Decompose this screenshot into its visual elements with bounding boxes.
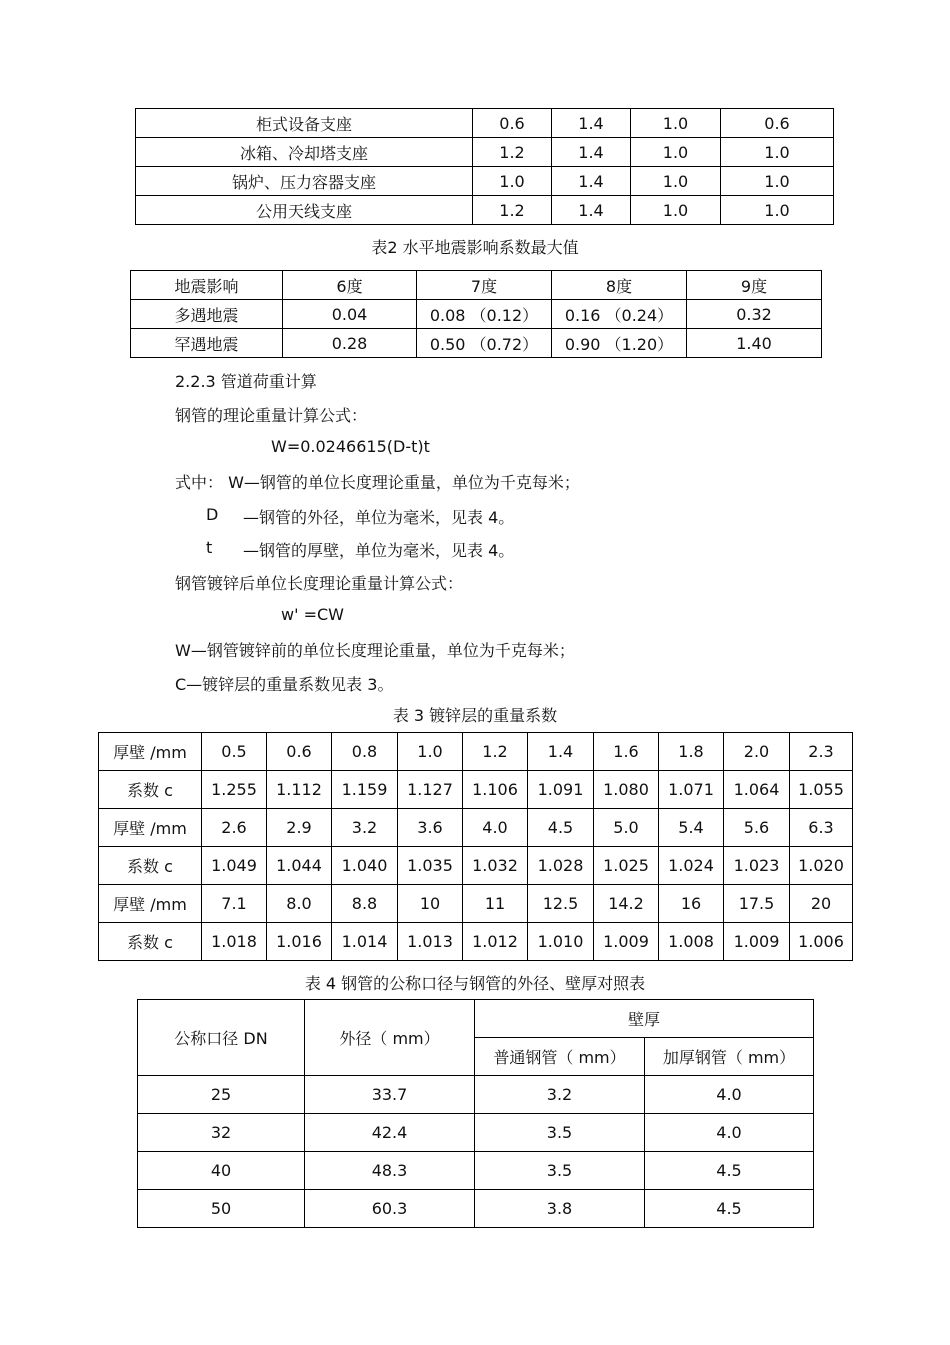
table-cell: 0.8 [332, 733, 398, 771]
table-cell: 10 [398, 885, 463, 923]
table-cell: 1.40 [687, 329, 822, 358]
table-cell: 3.2 [475, 1076, 645, 1114]
table-cell: 2.9 [267, 809, 332, 847]
table-cell: 11 [463, 885, 528, 923]
header-wall: 壁厚 [475, 1000, 814, 1038]
table-cell: 32 [138, 1114, 305, 1152]
table-row [99, 733, 853, 771]
table-cell: 20 [790, 885, 853, 923]
table-cell: 3.8 [475, 1190, 645, 1228]
table-cell: 1.009 [724, 923, 790, 961]
table-row [131, 329, 822, 358]
table-header-cell: 地震影响 [131, 271, 283, 300]
table-cell: 锅炉、压力容器支座 [136, 167, 473, 196]
table-cell: 1.127 [398, 771, 463, 809]
table-cell: 1.091 [528, 771, 594, 809]
table-cell: 50 [138, 1190, 305, 1228]
table-cell: 0.32 [687, 300, 822, 329]
table-row [136, 167, 834, 196]
header-dn: 公称口径 DN [138, 1000, 305, 1076]
table-cell: 4.5 [528, 809, 594, 847]
table-cell: 冰箱、冷却塔支座 [136, 138, 473, 167]
table-row [138, 1190, 814, 1228]
table-header-cell: 6度 [283, 271, 417, 300]
table-cell: 4.0 [463, 809, 528, 847]
row-label-cell: 系数 c [99, 847, 202, 885]
table-cell: 14.2 [594, 885, 659, 923]
table-cell: 1.009 [594, 923, 659, 961]
body-text: C—镀锌层的重量系数见表 3。 [175, 675, 394, 694]
table-cell: 2.6 [202, 809, 267, 847]
table-header-cell: 8度 [552, 271, 687, 300]
formula: w' =CW [281, 605, 344, 624]
symbol-label: D [206, 505, 219, 524]
table-cell: 0.5 [202, 733, 267, 771]
table-cell: 1.6 [594, 733, 659, 771]
table-row [99, 809, 853, 847]
body-text: 钢管镀锌后单位长度理论重量计算公式： [175, 574, 464, 593]
row-label-cell: 厚壁 /mm [99, 885, 202, 923]
table-cell: 1.0 [631, 138, 721, 167]
table-cell: 1.112 [267, 771, 332, 809]
table4-caption: 表 4 钢管的公称口径与钢管的外径、壁厚对照表 [304, 974, 646, 993]
table-cell: 4.0 [645, 1114, 814, 1152]
table-cell: 0.6 [721, 109, 834, 138]
table-cell: 1.055 [790, 771, 853, 809]
table-cell: 8.0 [267, 885, 332, 923]
table-row [136, 109, 834, 138]
seismic-table [130, 270, 822, 358]
table-row [99, 847, 853, 885]
header-normal-pipe: 普通钢管（ mm） [475, 1038, 645, 1076]
row-label-cell: 厚壁 /mm [99, 809, 202, 847]
table-header-cell: 7度 [417, 271, 552, 300]
table-cell: 1.008 [659, 923, 724, 961]
table-cell: 40 [138, 1152, 305, 1190]
body-text: W—钢管镀锌前的单位长度理论重量，单位为千克每米； [175, 641, 575, 660]
table-cell: 1.2 [473, 138, 552, 167]
table-cell: 1.2 [463, 733, 528, 771]
table-cell: 1.255 [202, 771, 267, 809]
table-cell: 0.6 [267, 733, 332, 771]
table-cell: 42.4 [305, 1114, 475, 1152]
table-header-row [131, 271, 822, 300]
table-cell: 1.028 [528, 847, 594, 885]
table-cell: 1.024 [659, 847, 724, 885]
table-cell: 1.013 [398, 923, 463, 961]
table-cell: 1.014 [332, 923, 398, 961]
table-body [99, 733, 853, 961]
table-cell: 罕遇地震 [131, 329, 283, 358]
table-cell: 1.106 [463, 771, 528, 809]
table-cell: 1.035 [398, 847, 463, 885]
table-row [136, 196, 834, 225]
table-cell: 16 [659, 885, 724, 923]
table-cell: 1.4 [552, 167, 631, 196]
table-row [138, 1152, 814, 1190]
table-cell: 1.023 [724, 847, 790, 885]
table-cell: 1.049 [202, 847, 267, 885]
table-cell: 2.0 [724, 733, 790, 771]
table-cell: 1.4 [552, 138, 631, 167]
table-cell: 33.7 [305, 1076, 475, 1114]
table-cell: 1.018 [202, 923, 267, 961]
table-row [131, 300, 822, 329]
table-cell: 1.044 [267, 847, 332, 885]
table-cell: 4.0 [645, 1076, 814, 1114]
table-row [136, 138, 834, 167]
table-cell: 1.010 [528, 923, 594, 961]
table-cell: 1.2 [473, 196, 552, 225]
table-cell: 17.5 [724, 885, 790, 923]
zinc-coefficient-table [98, 732, 853, 961]
table-cell: 1.071 [659, 771, 724, 809]
table-cell: 多遇地震 [131, 300, 283, 329]
table-cell: 5.4 [659, 809, 724, 847]
table-cell: 1.0 [721, 138, 834, 167]
table-cell: 60.3 [305, 1190, 475, 1228]
body-text: 钢管的理论重量计算公式： [175, 406, 368, 425]
row-label-cell: 系数 c [99, 771, 202, 809]
table-cell: 8.8 [332, 885, 398, 923]
table-cell: 1.080 [594, 771, 659, 809]
table-cell: 1.4 [528, 733, 594, 771]
table-cell: 2.3 [790, 733, 853, 771]
table-cell: 1.020 [790, 847, 853, 885]
table-cell: 4.5 [645, 1190, 814, 1228]
table-header-row [138, 1000, 814, 1038]
pipe-dimension-table [137, 999, 814, 1228]
table-cell: 1.0 [721, 196, 834, 225]
table-cell: 1.006 [790, 923, 853, 961]
support-table [135, 108, 834, 225]
table-cell: 1.0 [631, 196, 721, 225]
table-cell: 0.04 [283, 300, 417, 329]
table-row [138, 1114, 814, 1152]
table-cell: 7.1 [202, 885, 267, 923]
table-cell: 柜式设备支座 [136, 109, 473, 138]
table-cell: 3.5 [475, 1152, 645, 1190]
table-cell: 公用天线支座 [136, 196, 473, 225]
symbol-label: t [206, 538, 213, 557]
table-cell: 5.6 [724, 809, 790, 847]
row-label-cell: 系数 c [99, 923, 202, 961]
table-cell: 3.6 [398, 809, 463, 847]
table-cell: 4.5 [645, 1152, 814, 1190]
table-cell: 1.032 [463, 847, 528, 885]
table-cell: 48.3 [305, 1152, 475, 1190]
body-text: —钢管的外径，单位为毫米，见表 4。 [243, 508, 515, 527]
table-row [99, 771, 853, 809]
table-cell: 12.5 [528, 885, 594, 923]
table-cell: 0.08 （0.12） [417, 300, 552, 329]
table-cell: 1.0 [631, 109, 721, 138]
table-cell: 0.50 （0.72） [417, 329, 552, 358]
table-cell: 1.025 [594, 847, 659, 885]
table-cell: 1.0 [473, 167, 552, 196]
table-cell: 1.012 [463, 923, 528, 961]
table-cell: 25 [138, 1076, 305, 1114]
table-cell: 1.016 [267, 923, 332, 961]
table-cell: 3.2 [332, 809, 398, 847]
table-cell: 1.159 [332, 771, 398, 809]
table-cell: 0.28 [283, 329, 417, 358]
body-text: 式中： W—钢管的单位长度理论重量，单位为千克每米； [175, 473, 580, 492]
table-cell: 0.90 （1.20） [552, 329, 687, 358]
table2-caption: 表2 水平地震影响系数最大值 [371, 238, 579, 257]
table-row [99, 885, 853, 923]
table-cell: 1.4 [552, 196, 631, 225]
table-cell: 0.6 [473, 109, 552, 138]
table-cell: 0.16 （0.24） [552, 300, 687, 329]
table-row [99, 923, 853, 961]
table-cell: 1.0 [631, 167, 721, 196]
table3-caption: 表 3 镀锌层的重量系数 [392, 706, 558, 725]
table-cell: 1.040 [332, 847, 398, 885]
table-cell: 3.5 [475, 1114, 645, 1152]
header-outer-diameter: 外径（ mm） [305, 1000, 475, 1076]
formula: W=0.0246615(D-t)t [271, 437, 430, 456]
table-row [138, 1076, 814, 1114]
row-label-cell: 厚壁 /mm [99, 733, 202, 771]
header-thick-pipe: 加厚钢管（ mm） [645, 1038, 814, 1076]
table-cell: 1.0 [398, 733, 463, 771]
table-cell: 1.064 [724, 771, 790, 809]
section-heading: 2.2.3 管道荷重计算 [175, 372, 317, 391]
table-cell: 1.4 [552, 109, 631, 138]
table-cell: 6.3 [790, 809, 853, 847]
table-cell: 1.8 [659, 733, 724, 771]
table-cell: 1.0 [721, 167, 834, 196]
body-text: —钢管的厚壁，单位为毫米，见表 4。 [243, 541, 515, 560]
table-header-cell: 9度 [687, 271, 822, 300]
table-cell: 5.0 [594, 809, 659, 847]
